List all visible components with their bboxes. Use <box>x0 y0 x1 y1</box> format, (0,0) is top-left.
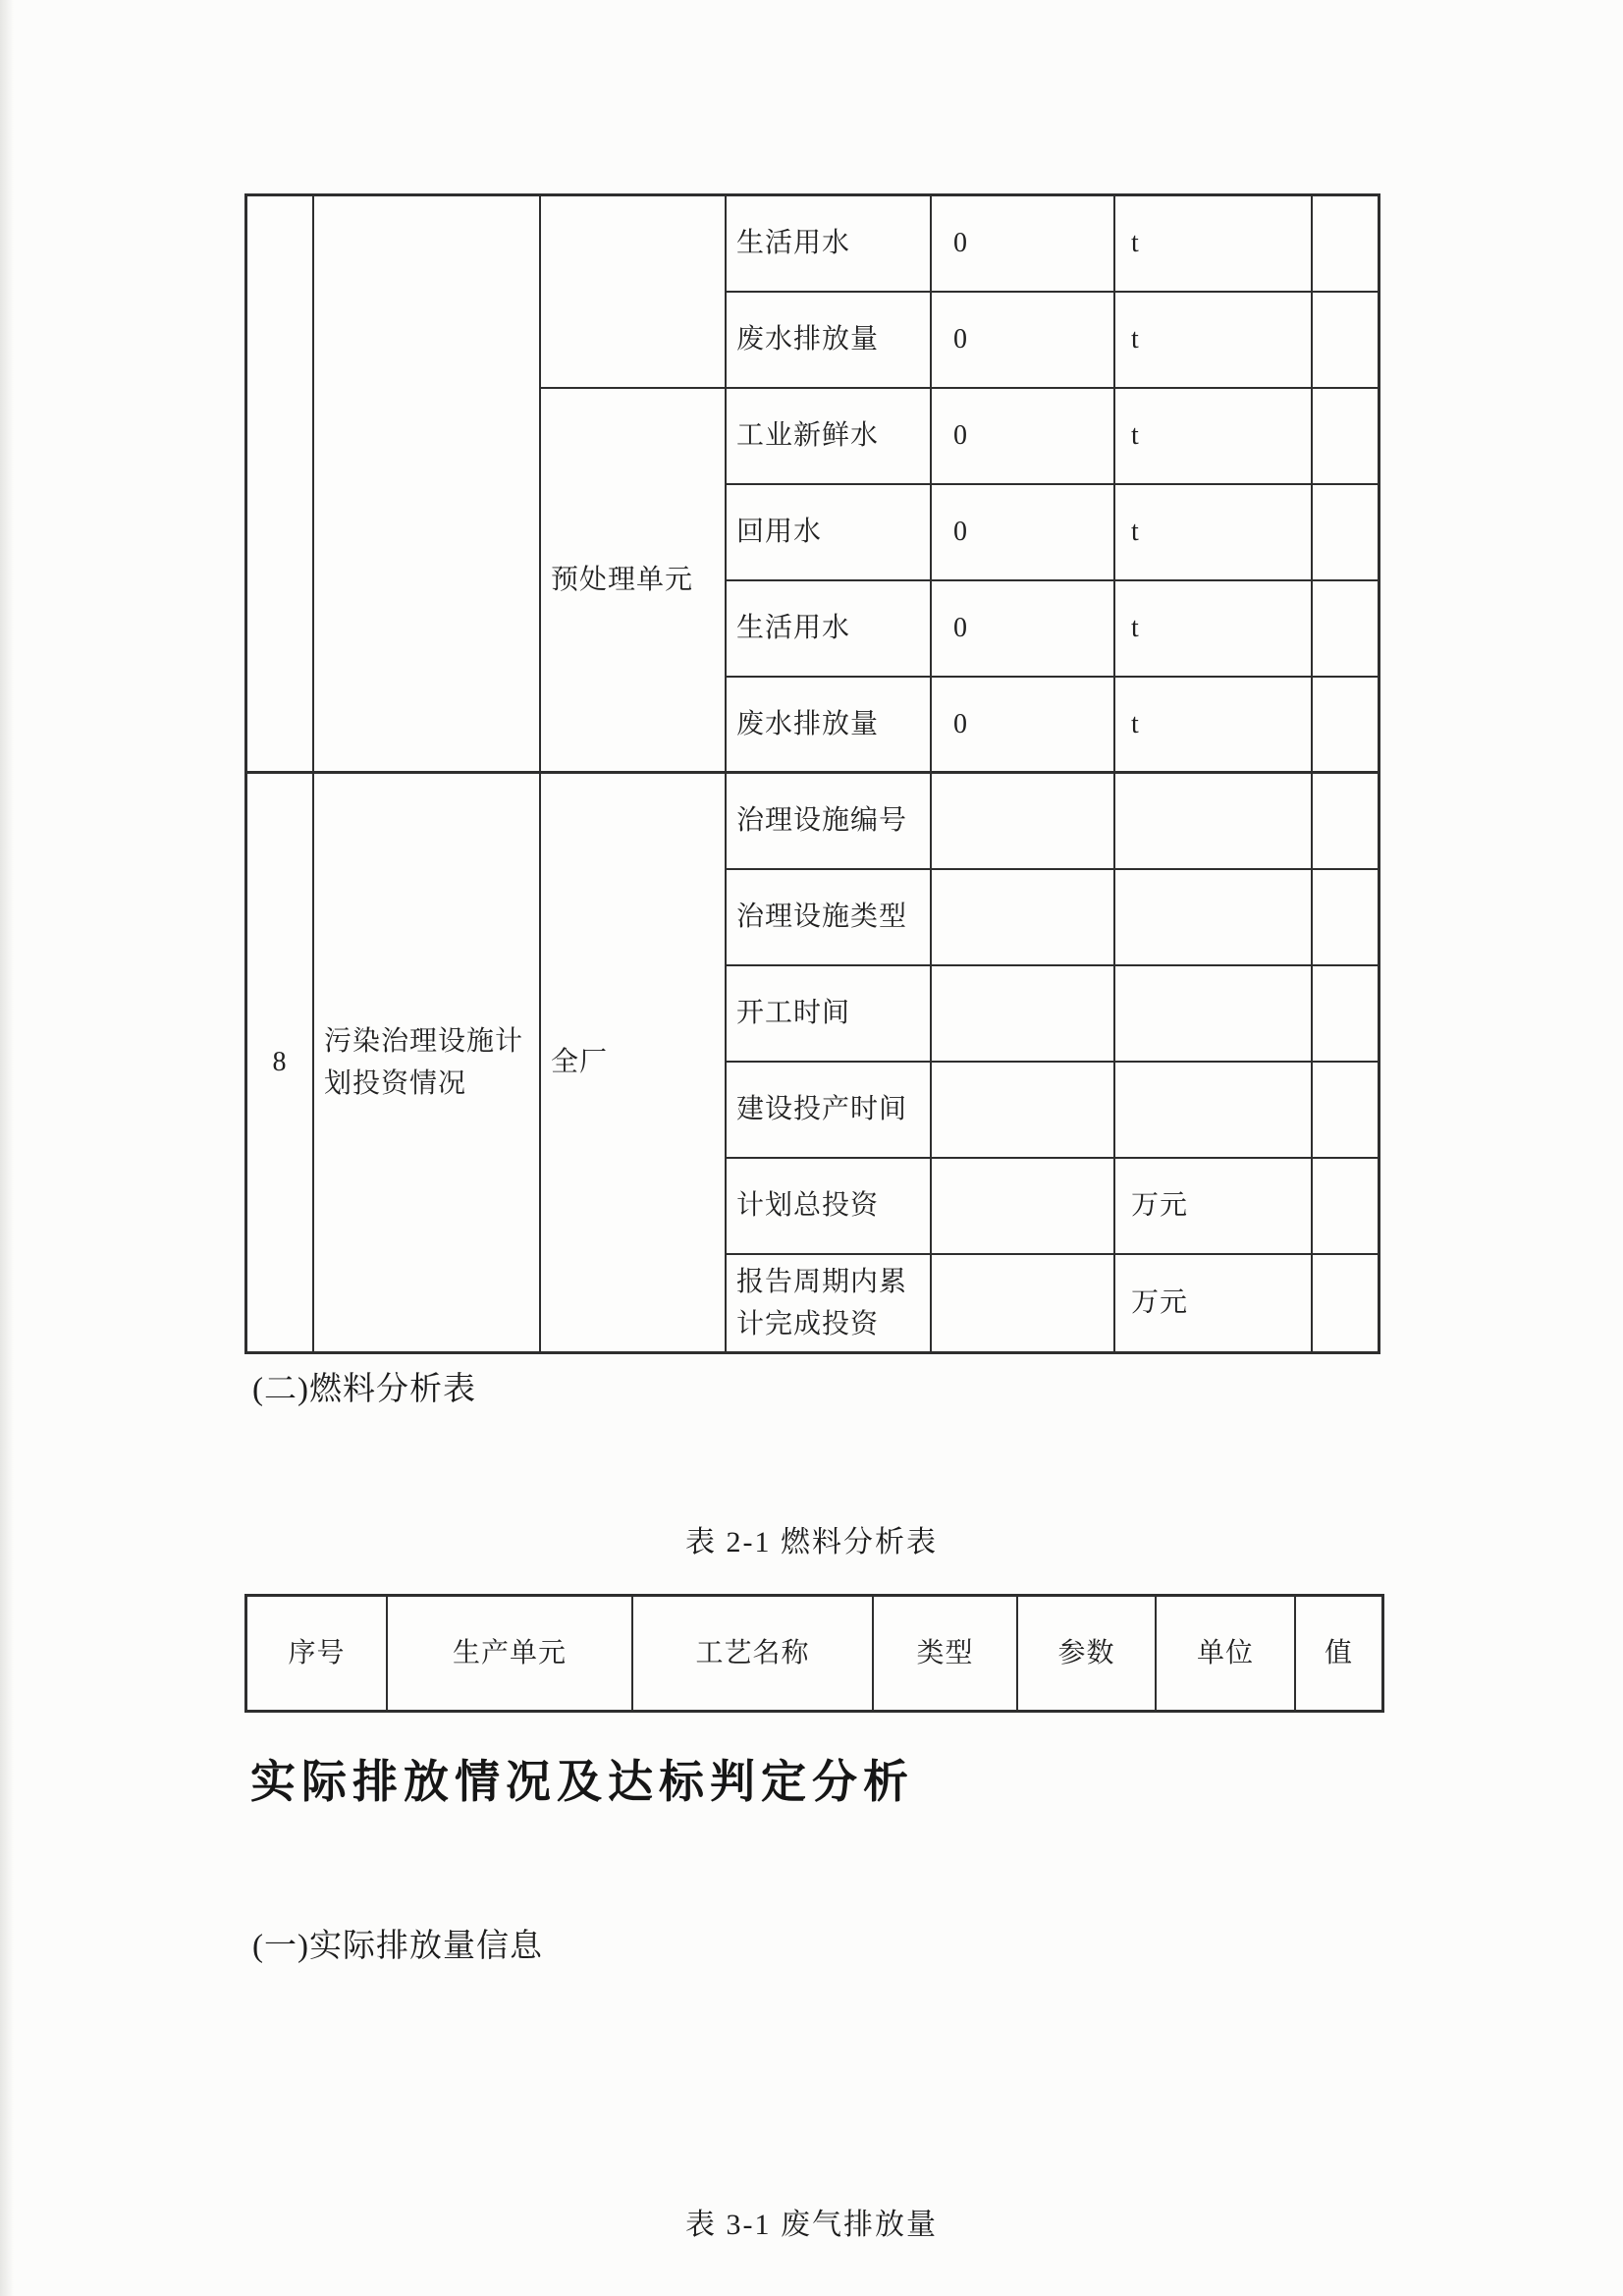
gas-emission-table-caption: 表 3-1 废气排放量 <box>685 2209 938 2241</box>
param-unit-cell <box>1115 870 1313 966</box>
seq-cell-continued <box>247 196 314 774</box>
unit-group-cell-pretreatment: 预处理单元 <box>541 389 727 774</box>
param-unit-cell: t <box>1115 389 1313 485</box>
unit-group-cell-continued <box>541 196 727 389</box>
param-label-cell: 废水排放量 <box>727 678 932 774</box>
param-extra-cell <box>1313 485 1378 581</box>
fuel-analysis-heading: (二)燃料分析表 <box>252 1372 476 1407</box>
param-label-cell: 生活用水 <box>727 581 932 678</box>
param-value-cell <box>932 1255 1115 1351</box>
param-value-cell <box>932 774 1115 870</box>
param-extra-cell <box>1313 1063 1378 1159</box>
param-extra-cell <box>1313 196 1378 293</box>
seq-cell-8: 8 <box>247 774 314 1351</box>
param-extra-cell <box>1313 581 1378 678</box>
actual-emission-subheading: (一)实际排放量信息 <box>252 1929 543 1964</box>
param-unit-cell: 万元 <box>1115 1255 1313 1351</box>
param-label-cell: 开工时间 <box>727 966 932 1063</box>
param-unit-cell: t <box>1115 485 1313 581</box>
param-unit-cell <box>1115 966 1313 1063</box>
param-value-cell: 0 <box>932 196 1115 293</box>
param-unit-cell: t <box>1115 196 1313 293</box>
fuel-header-unit: 单位 <box>1157 1597 1296 1710</box>
fuel-header-parameter: 参数 <box>1018 1597 1157 1710</box>
param-extra-cell <box>1313 389 1378 485</box>
fuel-analysis-table <box>244 1594 1384 1713</box>
param-extra-cell <box>1313 774 1378 870</box>
param-label-cell: 废水排放量 <box>727 293 932 389</box>
param-extra-cell <box>1313 1159 1378 1255</box>
fuel-header-type: 类型 <box>874 1597 1018 1710</box>
param-unit-cell: t <box>1115 293 1313 389</box>
param-unit-cell: t <box>1115 581 1313 678</box>
param-value-cell: 0 <box>932 293 1115 389</box>
fuel-header-production-unit: 生产单元 <box>388 1597 633 1710</box>
actual-emission-title: 实际排放情况及达标判定分析 <box>250 1756 914 1807</box>
fuel-table-caption: 表 2-1 燃料分析表 <box>685 1526 938 1558</box>
param-label-cell: 生活用水 <box>727 196 932 293</box>
param-value-cell <box>932 1159 1115 1255</box>
unit-group-cell-wholeplant: 全厂 <box>541 774 727 1351</box>
param-value-cell <box>932 966 1115 1063</box>
item-name-cell-8: 污染治理设施计划投资情况 <box>314 774 541 1351</box>
facility-investment-table <box>244 193 1380 1354</box>
param-unit-cell <box>1115 774 1313 870</box>
fuel-header-process-name: 工艺名称 <box>633 1597 874 1710</box>
param-label-cell: 回用水 <box>727 485 932 581</box>
scan-edge-shade <box>0 0 14 2296</box>
item-name-cell-continued <box>314 196 541 774</box>
param-value-cell: 0 <box>932 485 1115 581</box>
fuel-header-value: 值 <box>1324 1637 1353 1668</box>
param-extra-cell <box>1313 870 1378 966</box>
param-label-cell: 治理设施编号 <box>727 774 932 870</box>
param-value-cell <box>932 870 1115 966</box>
param-value-cell: 0 <box>932 678 1115 774</box>
param-label-cell: 计划总投资 <box>727 1159 932 1255</box>
param-value-cell: 0 <box>932 389 1115 485</box>
param-value-cell: 0 <box>932 581 1115 678</box>
param-label-cell: 建设投产时间 <box>727 1063 932 1159</box>
param-unit-cell <box>1115 1063 1313 1159</box>
param-extra-cell <box>1313 293 1378 389</box>
fuel-header-seq: 序号 <box>247 1597 388 1710</box>
param-value-cell <box>932 1063 1115 1159</box>
param-unit-cell: 万元 <box>1115 1159 1313 1255</box>
param-extra-cell <box>1313 966 1378 1063</box>
param-extra-cell <box>1313 678 1378 774</box>
param-label-cell: 工业新鲜水 <box>727 389 932 485</box>
param-label-cell: 治理设施类型 <box>727 870 932 966</box>
param-label-cell: 报告周期内累计完成投资 <box>727 1255 932 1351</box>
param-extra-cell <box>1313 1255 1378 1351</box>
param-unit-cell: t <box>1115 678 1313 774</box>
